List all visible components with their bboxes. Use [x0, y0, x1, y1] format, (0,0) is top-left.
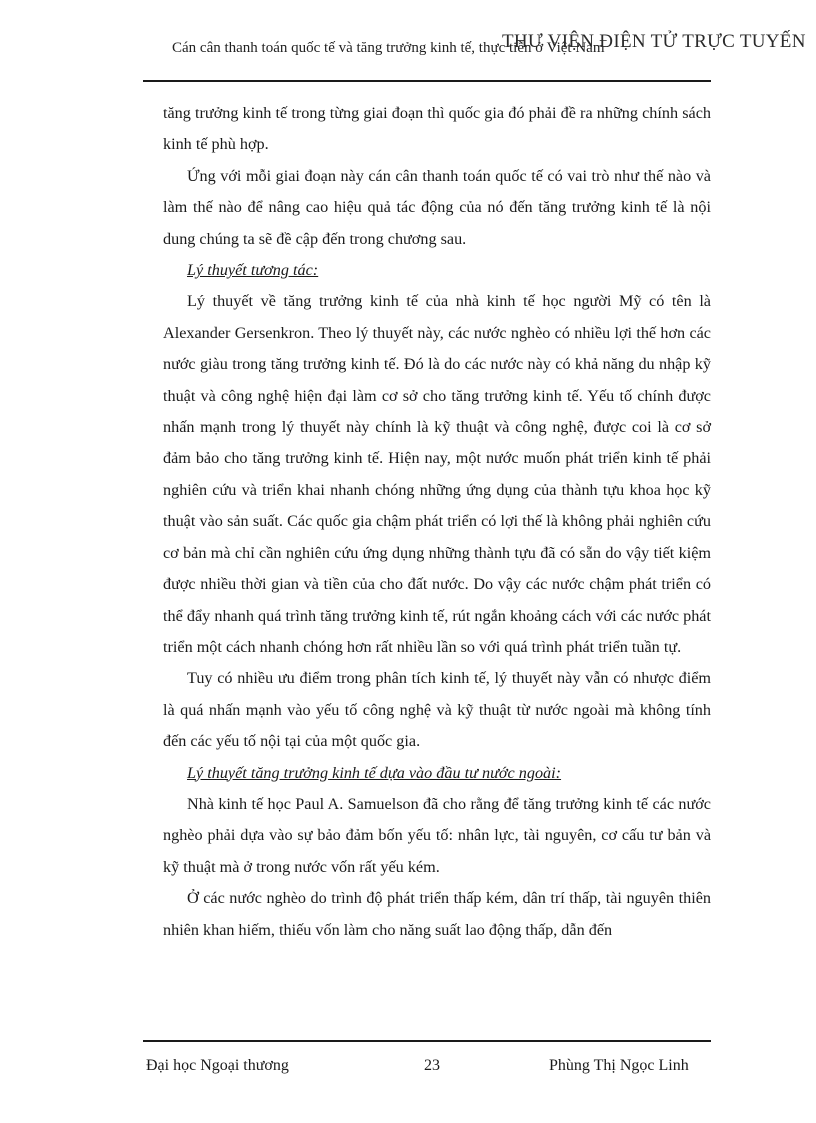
- paragraph: Nhà kinh tế học Paul A. Samuelson đã cho rằng để tăng trưởng kinh tế các nước nghèo phải dựa vào sự bảo đảm bốn yếu tố: nhân lực, tài nguyên, cơ cấu tư bản và kỹ thuật mà ở trong nước vốn rất yếu kém.: [163, 794, 711, 876]
- running-header-title: Cán cân thanh toán quốc tế và tăng trưởng kinh tế, thực tiễn ở Việt Nam: [172, 40, 605, 56]
- section-heading: Lý thuyết tương tác:: [187, 261, 319, 280]
- page-number: 23: [424, 1057, 440, 1074]
- paragraph: Tuy có nhiều ưu điểm trong phân tích kinh tế, lý thuyết này vẫn có nhược điểm là quá nhấn mạnh vào yếu tố công nghệ và kỹ thuật từ nước ngoài mà không tính đến các yếu tố nội tại của một quốc gia.: [163, 669, 711, 751]
- paragraph: Ở các nước nghèo do trình độ phát triển thấp kém, dân trí thấp, tài nguyên thiên nhiên khan hiếm, thiếu vốn làm cho năng suất lao động thấp, dẫn đến: [163, 889, 711, 939]
- footer-rule: [143, 1040, 711, 1042]
- section-heading: Lý thuyết tăng trưởng kinh tế dựa vào đầu tư nước ngoài:: [187, 763, 562, 782]
- paragraph: tăng trưởng kinh tế trong từng giai đoạn thì quốc gia đó phải đề ra những chính sách kinh tế phù hợp.: [163, 104, 711, 154]
- paragraph: Lý thuyết về tăng trưởng kinh tế của nhà kinh tế học người Mỹ có tên là Alexander Gersenkron. Theo lý thuyết này, các nước nghèo có nhiều lợi thế hơn các nước giàu trong tăng trưởng kinh tế. Đó là do các nước này có khả năng du nhập kỹ thuật và công nghệ hiện đại làm cơ sở cho tăng trưởng kinh tế. Yếu tố chính được nhấn mạnh trong lý thuyết này chính là kỹ thuật và công nghệ, được coi là cơ sở đảm bảo cho tăng trưởng kinh tế. Hiện nay, một nước muốn phát triển kinh tế phải nghiên cứu và triển khai nhanh chóng những ứng dụng của thành tựu khoa học kỹ thuật vào sản suất. Các quốc gia chậm phát triển có lợi thế là không phải nghiên cứu cơ bản mà chỉ cần nghiên cứu ứng dụng những thành tựu đã có sẵn do vậy tiết kiệm được nhiều thời gian và tiền của cho đất nước. Do vậy các nước chậm phát triển có thể đẩy nhanh quá trình tăng trưởng kinh tế, rút ngắn khoảng cách với các nước phát triển một cách nhanh chóng hơn rất nhiều lần so với quá trình phát triển tuần tự.: [163, 292, 711, 656]
- library-watermark: THƯ VIỆN ĐIỆN TỬ TRỰC TUYẾN: [502, 31, 806, 52]
- footer-university: Đại học Ngoại thương: [146, 1057, 289, 1074]
- footer-author: Phùng Thị Ngọc Linh: [549, 1057, 689, 1074]
- header-rule: [143, 80, 711, 82]
- page-body: [163, 98, 711, 946]
- paragraph: Ứng với mỗi giai đoạn này cán cân thanh toán quốc tế có vai trò như thế nào và làm thế nào để nâng cao hiệu quả tác động của nó đến tăng trưởng kinh tế là nội dung chúng ta sẽ đề cập đến trong chương sau.: [163, 166, 711, 248]
